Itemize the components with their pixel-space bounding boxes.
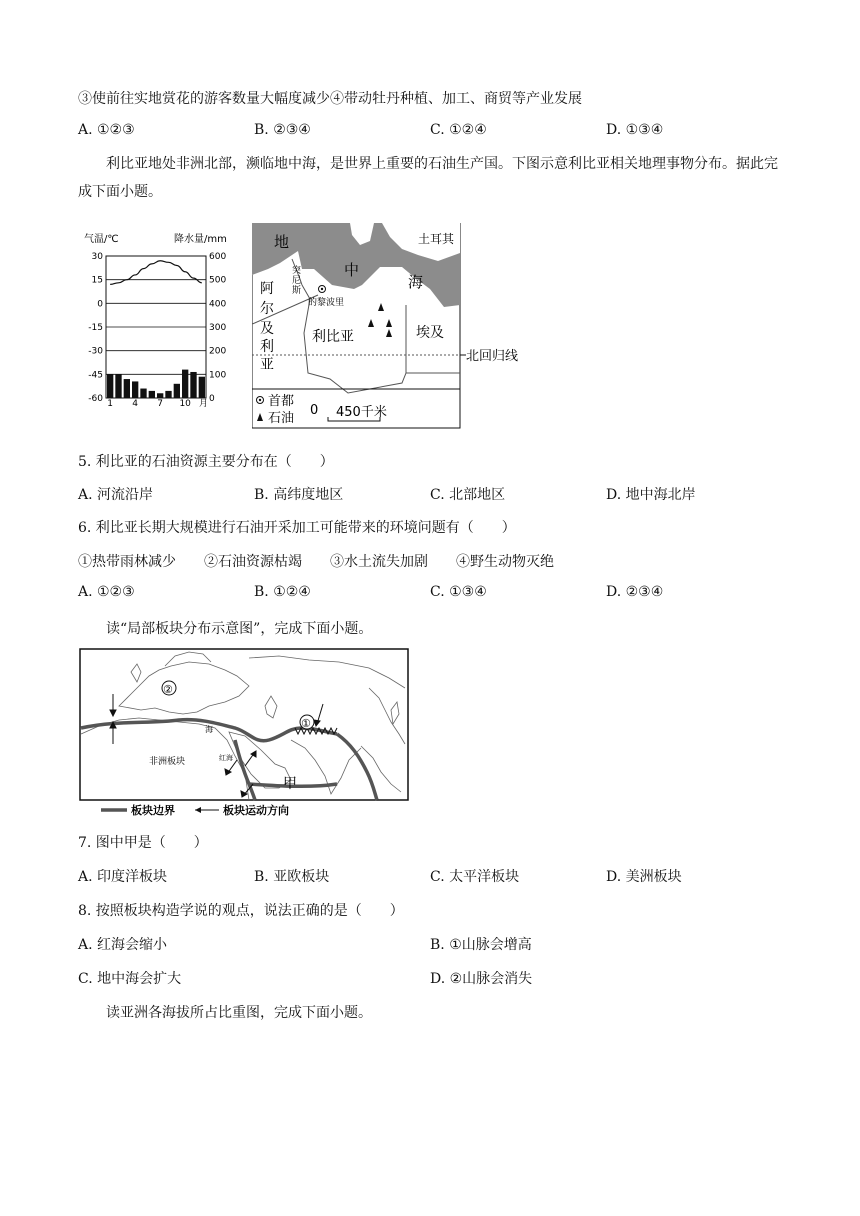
month-tick-label: 7 xyxy=(157,399,164,409)
climate-chart xyxy=(80,230,240,410)
label-sea: 海 xyxy=(205,725,213,734)
q4-statements: ③使前往实地赏花的游客数量大幅度减少④带动牡丹种植、加工、商贸等产业发展 xyxy=(78,91,582,107)
label-egypt: 埃及 xyxy=(416,325,444,341)
algeria-5: 亚 xyxy=(260,357,274,373)
precip-bar xyxy=(157,393,163,398)
q7-option-d[interactable]: D. 美洲板块 xyxy=(606,869,682,885)
precip-tick-label: 100 xyxy=(209,370,227,381)
precip-tick-label: 500 xyxy=(209,275,227,286)
precip-bar xyxy=(107,374,113,398)
plate-intro: 读“局部板块分布示意图”，完成下面小题。 xyxy=(106,621,373,637)
label-red-sea: 红海 xyxy=(219,754,233,762)
precip-tick-label: 400 xyxy=(209,299,227,310)
label-capital-name: 的黎波里 xyxy=(308,298,345,308)
label-2: ② xyxy=(163,683,173,696)
legend-oil: 石油 xyxy=(268,411,295,426)
precip-tick-label: 0 xyxy=(209,394,215,404)
algeria-1: 阿 xyxy=(260,281,274,297)
precip-axis-label: 降水量/mm xyxy=(174,234,227,245)
q4-option-d[interactable]: D. ①③④ xyxy=(606,122,664,138)
libya-intro: 利比亚地处非洲北部，濒临地中海，是世界上重要的石油生产国。下图示意利比亚相关地理事物分布。据此完成下面小题。 xyxy=(78,156,778,200)
temp-tick-label: -15 xyxy=(88,323,103,333)
q6-option-c[interactable]: C. ①③④ xyxy=(430,584,487,600)
precip-bar xyxy=(190,372,196,398)
month-tick-label: 10 xyxy=(179,399,191,409)
scale-label: 450千米 xyxy=(336,405,387,420)
q4-option-a[interactable]: A. ①②③ xyxy=(78,122,135,138)
temp-tick-label: -45 xyxy=(88,370,103,381)
precip-bar xyxy=(174,384,180,398)
precip-bar xyxy=(149,391,155,398)
q8-option-b[interactable]: B. ①山脉会增高 xyxy=(430,937,532,953)
label-africa-plate: 非洲板块 xyxy=(149,757,186,767)
q7-option-c[interactable]: C. 太平洋板块 xyxy=(430,869,520,885)
precip-bar xyxy=(115,374,121,398)
asia-intro: 读亚洲各海拔所占比重图，完成下面小题。 xyxy=(106,1005,372,1021)
q4-option-b[interactable]: B. ②③④ xyxy=(254,122,311,138)
label-tropic: 北回归线 xyxy=(466,349,519,364)
precip-bar xyxy=(132,381,138,398)
q6-option-a[interactable]: A. ①②③ xyxy=(78,584,135,600)
algeria-3: 及 xyxy=(260,321,274,337)
scale-zero: 0 xyxy=(310,403,319,418)
algeria-2: 尔 xyxy=(260,301,274,317)
q6-option-d[interactable]: D. ②③④ xyxy=(606,584,664,600)
precip-bar xyxy=(199,377,205,398)
label-turkey: 土耳其 xyxy=(418,232,455,246)
libya-map xyxy=(252,223,536,429)
plate-map xyxy=(79,648,411,820)
temp-tick-label: -30 xyxy=(88,346,103,357)
q7-option-b[interactable]: B. 亚欧板块 xyxy=(254,869,330,885)
label-jia: 甲 xyxy=(283,776,297,792)
temp-tick-label: 0 xyxy=(97,299,103,310)
label-1: ① xyxy=(301,717,311,730)
label-di: 地 xyxy=(274,233,290,251)
q7-stem: 7. 图中甲是（ ） xyxy=(78,835,208,851)
precip-tick-label: 300 xyxy=(209,323,227,333)
q5-option-d[interactable]: D. 地中海北岸 xyxy=(606,487,696,503)
q5-option-c[interactable]: C. 北部地区 xyxy=(430,487,506,503)
precip-tick-label: 600 xyxy=(209,252,227,262)
q5-option-a[interactable]: A. 河流沿岸 xyxy=(78,487,154,503)
legend-boundary: 板块边界 xyxy=(131,804,175,817)
q8-option-c[interactable]: C. 地中海会扩大 xyxy=(78,971,182,987)
tunisia-2: 尼 xyxy=(292,276,302,286)
q8-option-d[interactable]: D. ②山脉会消失 xyxy=(430,971,533,987)
tunisia-3: 斯 xyxy=(292,286,302,296)
q5-stem: 5. 利比亚的石油资源主要分布在（ ） xyxy=(78,454,334,470)
temp-tick-label: 30 xyxy=(91,252,103,262)
month-tick-label: 4 xyxy=(132,399,139,409)
precip-bar xyxy=(165,391,171,398)
precip-bar xyxy=(182,370,188,398)
temp-tick-label: 15 xyxy=(91,275,103,286)
label-zhong: 中 xyxy=(344,261,360,279)
temp-axis-label: 气温/℃ xyxy=(84,234,119,245)
label-libya: 利比亚 xyxy=(312,329,354,345)
q6-statements: ①热带雨林减少 ②石油资源枯竭 ③水土流失加剧 ④野生动物灭绝 xyxy=(78,554,554,570)
tunisia-1: 突 xyxy=(292,266,302,276)
month-unit: 月 xyxy=(199,399,209,409)
temperature-curve xyxy=(110,261,202,285)
legend-direction: 板块运动方向 xyxy=(223,804,289,817)
q7-option-a[interactable]: A. 印度洋板块 xyxy=(78,869,168,885)
q6-stem: 6. 利比亚长期大规模进行石油开采加工可能带来的环境问题有（ ） xyxy=(78,520,516,536)
precip-bar xyxy=(124,379,130,398)
q4-option-c[interactable]: C. ①②④ xyxy=(430,122,487,138)
label-hai: 海 xyxy=(408,273,424,291)
precip-tick-label: 200 xyxy=(209,346,227,357)
q5-option-b[interactable]: B. 高纬度地区 xyxy=(254,487,344,503)
algeria-4: 利 xyxy=(260,339,274,355)
legend-capital: 首都 xyxy=(268,394,295,409)
precip-bar xyxy=(140,389,146,398)
q8-option-a[interactable]: A. 红海会缩小 xyxy=(78,937,168,953)
month-tick-label: 1 xyxy=(107,399,114,409)
q6-option-b[interactable]: B. ①②④ xyxy=(254,584,311,600)
temp-tick-label: -60 xyxy=(88,394,103,404)
chart-bars xyxy=(107,370,205,398)
q8-stem: 8. 按照板块构造学说的观点，说法正确的是（ ） xyxy=(78,903,404,919)
